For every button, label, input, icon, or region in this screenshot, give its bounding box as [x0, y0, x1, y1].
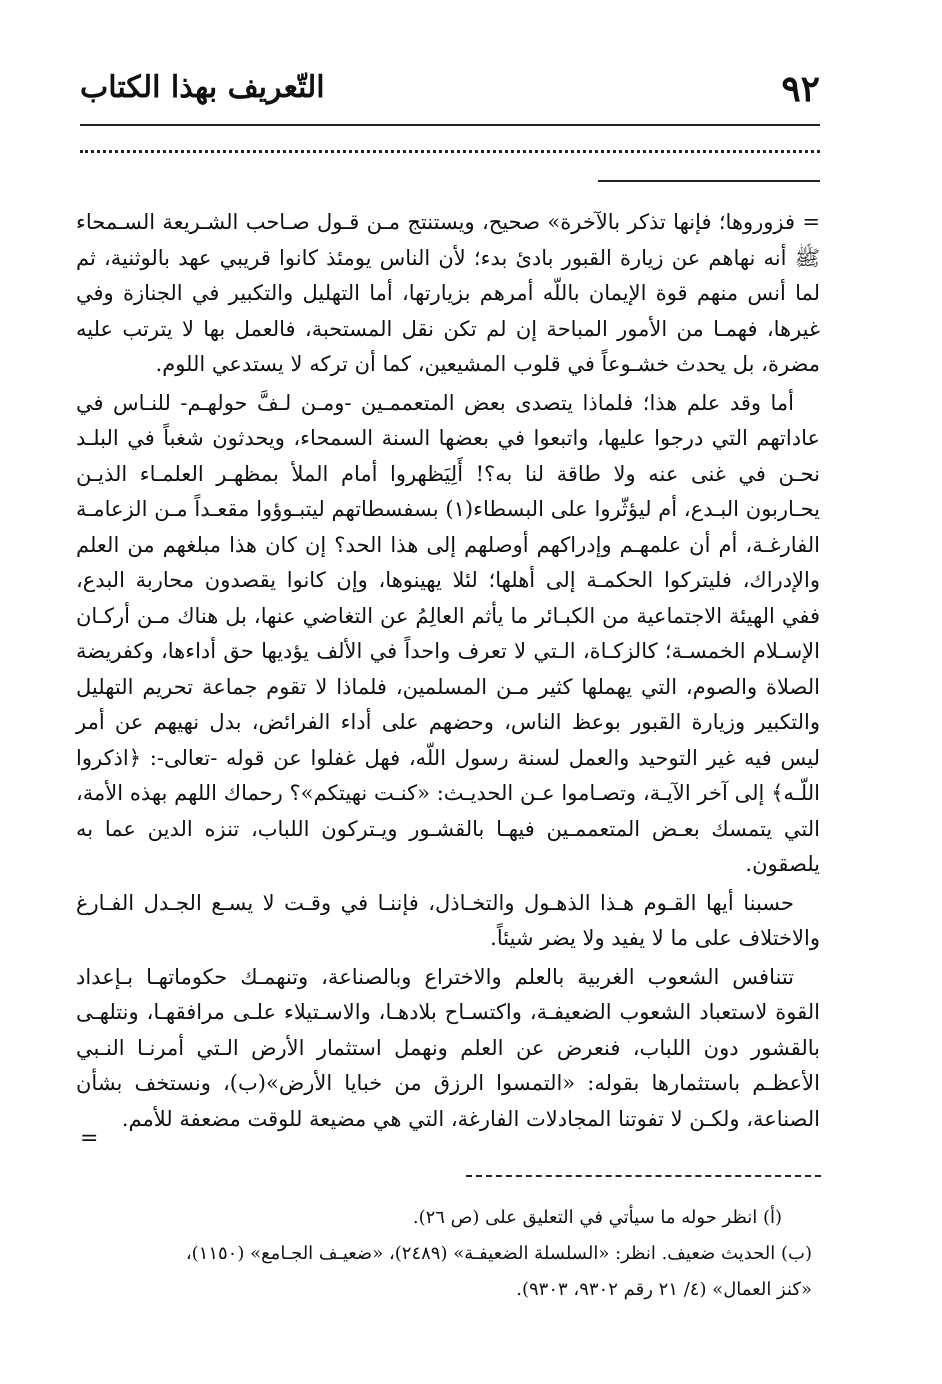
page-number: ٩٢ [781, 68, 820, 110]
running-title: التّعريف بهذا الكتاب [80, 70, 325, 105]
continuation-mark: = [80, 1126, 99, 1151]
footnote-b: (ب) الحديث ضعيف. انظر: «السلسلة الضعيفـة» (٢٤٨٩)، «ضعيـف الجـامع» (١١٥٠)، [185, 1243, 812, 1264]
dotted-separator [80, 150, 820, 153]
paragraph-4: تتنافس الشعوب الغربية بالعلم والاختراع وبالصناعة، وتنهمـك حكوماتهـا بـإعداد القوة لاستعباد الشعوب الضعيفـة، واكتسـاح بلادهـا، والاسـتيلاء علـى مرافقهـا، ونتلهـى بالقشور دون اللباب، فنعرض عن العلم ونهمل استثمار الأرض الـتي أمرنـا النـبي الأعظـم باستثمارها بقوله: «التمسوا الرزق من خبايا الأرض»(ب)، ونستخف بشأن الصناعة، ولكـن لا تفوتنا المجادلات الفارغة، التي هي مضيعة للوقت مضعفة للأمم. [76, 964, 820, 1131]
body-text [76, 205, 820, 1140]
paragraph-1: = فزوروها؛ فإنها تذكر بالآخرة» صحيح، ويستنتج مـن قـول صـاحب الشـريعة السـمحاء ﷺ أنه نهاهم عن زيارة القبور بادئ بدء؛ لأن الناس يومئذ كانوا قريبي عهد بالوثنية، ثم لما أنس منهم قوة الإيمان باللّه أمرهم بزيارتها، أما التهليل والتكبير في الجنازة وفي غيرها، فهمـا من الأمور المباحة إن لم تكن نقل المستحبة، فالعمل بها لا يترتب عليه مضرة، بل يحدث خشـوعاً في قلوب المشيعين، كما أن تركه لا يستدعي اللوم. [76, 210, 820, 376]
footnote-a: (أ) انظر حوله ما سيأتي في التعليق على (ص ٢٦). [412, 1207, 782, 1228]
short-separator [598, 180, 820, 182]
page-header [80, 62, 820, 122]
header-rule [80, 124, 820, 126]
footnotes [76, 1200, 820, 1308]
paragraph-3: حسبنا أيها القـوم هـذا الذهـول والتخـاذل، فإننـا في وقـت لا يسـع الجـدل الفـارغ والاختلاف على ما لا يفيد ولا يضر شيئاً. [76, 890, 820, 950]
paragraph-2: أما وقد علم هذا؛ فلماذا يتصدى بعض المتعممـين -ومـن لـفَّ حولهـم- للنـاس في عاداتهم التي درجوا عليها، واتبعوا في بعضها السنة السمحاء، ويحدثون شغباً في البلـد نحـن في غنى عنه ولا طاقة لنا به؟! أَلِيَظهروا أمام الملأ بمظهـر العلمـاء الذيـن يحـاربون البـدع، أم ليؤثّروا على البسطاء(١) بسفسطاتهم ليتبـوؤوا مقعـداً مـن الزعامـة الفارغـة، أم أن علمهـم وإدراكهم أوصلهم إلى هذا الحد؟ إن كان هذا مبلغهم من العلم والإدراك، فليتركوا الحكمـة إلى أهلها؛ لئلا يهينوها، وإن كانوا يقصدون محاربة البدع، ففي الهيئة الاجتماعية من الكبـائر ما يأثم العالِمُ عن التغاضي عنها، بل هناك مـن أركـان الإسـلام الخمسـة؛ كالزكـاة، الـتي لا تعرف واحداً في الألف يؤديها حق أداءها، وكفريضة الصلاة والصوم، التي يهملها كثير مـن المسلمين، فلماذا لا تقوم جماعة تحريم التهليل والتكبير وزيارة القبور بوعظ الناس، وحضهم على أداء الفرائض، بدل نهيهم عن أمر ليس فيه غير التوحيد والعمل لسنة رسول اللّه، فهل غفلوا عن قوله -تعالى-: ﴿اذكروا اللّـه﴾ إلى آخر الآيـة، وتصـاموا عـن الحديـث: «كنـت نهيتكم»؟ رحماك اللهم بهذه الأمة، التي يتمسك بعـض المتعممـين فيهـا بالقشـور ويـتركون اللباب، تنزه الدين عما به يلصقون. [76, 390, 821, 876]
footnote-b-continued: «كنز العمال» (٤/ ٢١ رقم ٩٣٠٢، ٩٣٠٣). [516, 1279, 812, 1300]
footnote-separator [466, 1175, 821, 1177]
